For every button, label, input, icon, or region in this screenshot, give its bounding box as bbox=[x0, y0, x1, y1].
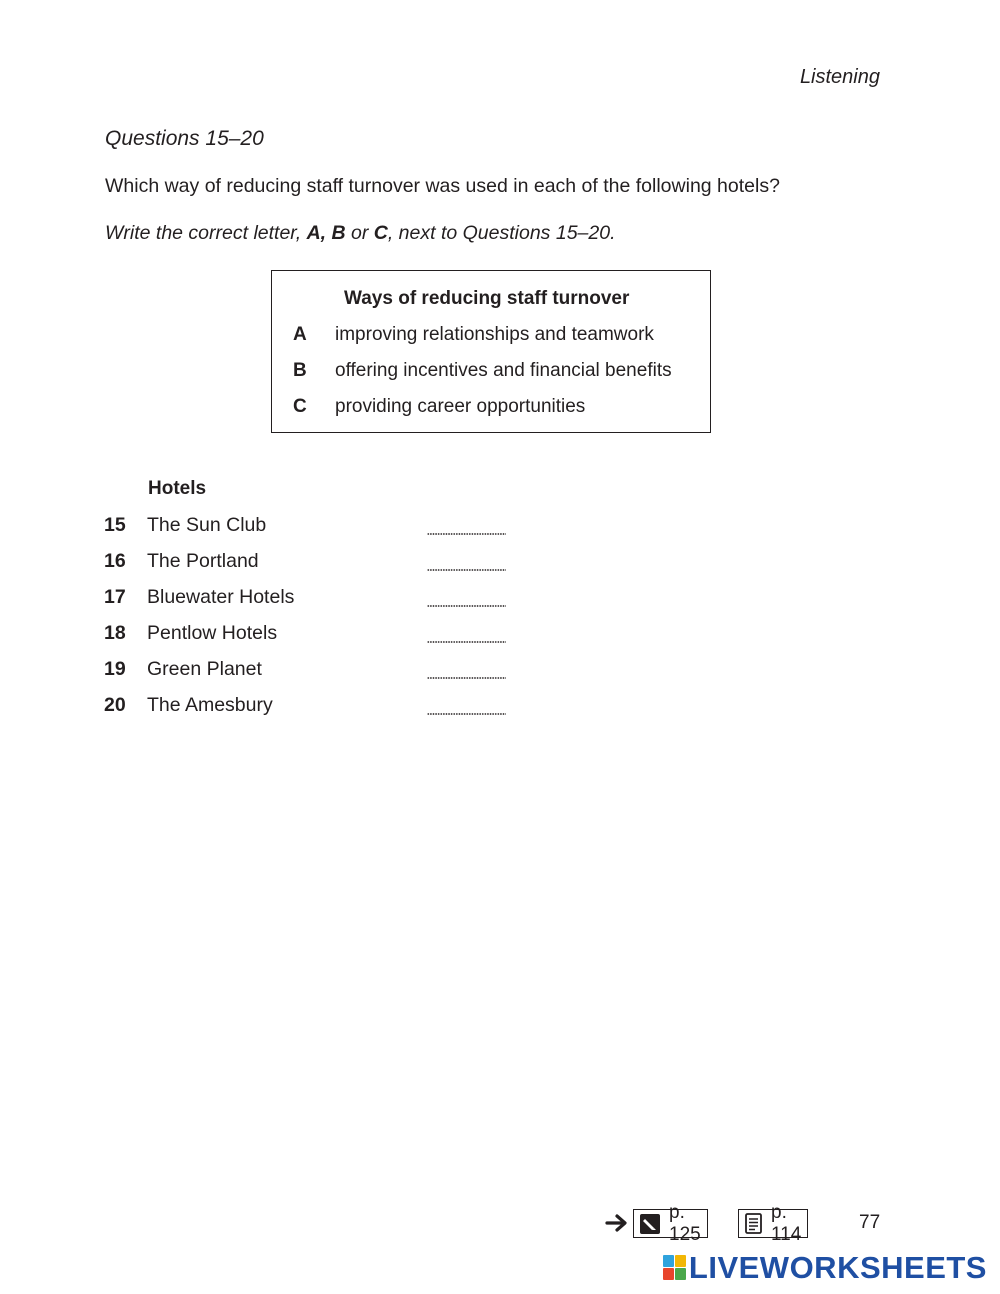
answer-blank[interactable] bbox=[427, 713, 506, 715]
option-a bbox=[293, 324, 654, 346]
question-number: 17 bbox=[104, 586, 126, 608]
instruction-part: , next to Questions 15–20. bbox=[387, 222, 616, 244]
script-page-ref: p. 114 bbox=[771, 1201, 802, 1245]
hotel-name: Bluewater Hotels bbox=[147, 586, 295, 608]
hotel-name: Pentlow Hotels bbox=[147, 622, 278, 644]
option-letter: A bbox=[293, 324, 307, 345]
option-text: offering incentives and financial benefits bbox=[335, 360, 672, 381]
skills-page-ref: p. 125 bbox=[669, 1201, 701, 1245]
question-number: 20 bbox=[104, 694, 126, 716]
question-number: 19 bbox=[104, 658, 126, 680]
hotel-row bbox=[104, 550, 524, 580]
answer-blank[interactable] bbox=[427, 569, 506, 571]
hotel-name: The Portland bbox=[147, 550, 259, 572]
script-reference[interactable] bbox=[738, 1201, 808, 1245]
question-text: Which way of reducing staff turnover was used in each of the following hotels? bbox=[105, 175, 780, 197]
hotel-name: Green Planet bbox=[147, 658, 262, 680]
answer-blank[interactable] bbox=[427, 605, 506, 607]
question-number: 16 bbox=[104, 550, 126, 572]
option-letter: C bbox=[293, 396, 307, 417]
arrow-right-icon bbox=[605, 1210, 629, 1242]
instruction-letters-ab: A, B bbox=[306, 222, 346, 244]
document-icon bbox=[745, 1213, 762, 1234]
hotel-name: The Sun Club bbox=[147, 514, 267, 536]
hotel-row bbox=[104, 514, 524, 544]
instruction-part: Write the correct letter, bbox=[105, 222, 307, 244]
answer-blank[interactable] bbox=[427, 641, 506, 643]
hotels-header: Hotels bbox=[148, 478, 207, 499]
hotel-row bbox=[104, 622, 524, 652]
liveworksheets-brand bbox=[663, 1251, 987, 1285]
option-letter: B bbox=[293, 360, 307, 381]
answer-blank[interactable] bbox=[427, 677, 506, 679]
skills-reference[interactable] bbox=[633, 1201, 708, 1245]
question-instruction bbox=[105, 222, 616, 245]
question-number: 18 bbox=[104, 622, 126, 644]
hotel-row bbox=[104, 658, 524, 688]
section-label: Listening bbox=[799, 66, 880, 88]
option-text: providing career opportunities bbox=[335, 396, 586, 417]
questions-heading: Questions 15–20 bbox=[105, 127, 264, 150]
option-text: improving relationships and teamwork bbox=[335, 324, 654, 345]
instruction-letter-c: C bbox=[373, 222, 388, 244]
brand-name: LIVEWORKSHEETS bbox=[688, 1250, 987, 1285]
option-b bbox=[293, 360, 672, 382]
options-box-title: Ways of reducing staff turnover bbox=[344, 288, 630, 309]
liveworksheets-logo-icon bbox=[663, 1255, 687, 1281]
pencil-box-icon bbox=[640, 1214, 660, 1234]
hotel-row bbox=[104, 694, 524, 724]
question-number: 15 bbox=[104, 514, 126, 536]
page-number: 77 bbox=[859, 1212, 881, 1233]
instruction-part: or bbox=[345, 222, 374, 244]
answer-blank[interactable] bbox=[427, 533, 506, 535]
options-box bbox=[271, 270, 711, 433]
option-c bbox=[293, 396, 585, 418]
hotel-row bbox=[104, 586, 524, 616]
hotel-name: The Amesbury bbox=[147, 694, 273, 716]
